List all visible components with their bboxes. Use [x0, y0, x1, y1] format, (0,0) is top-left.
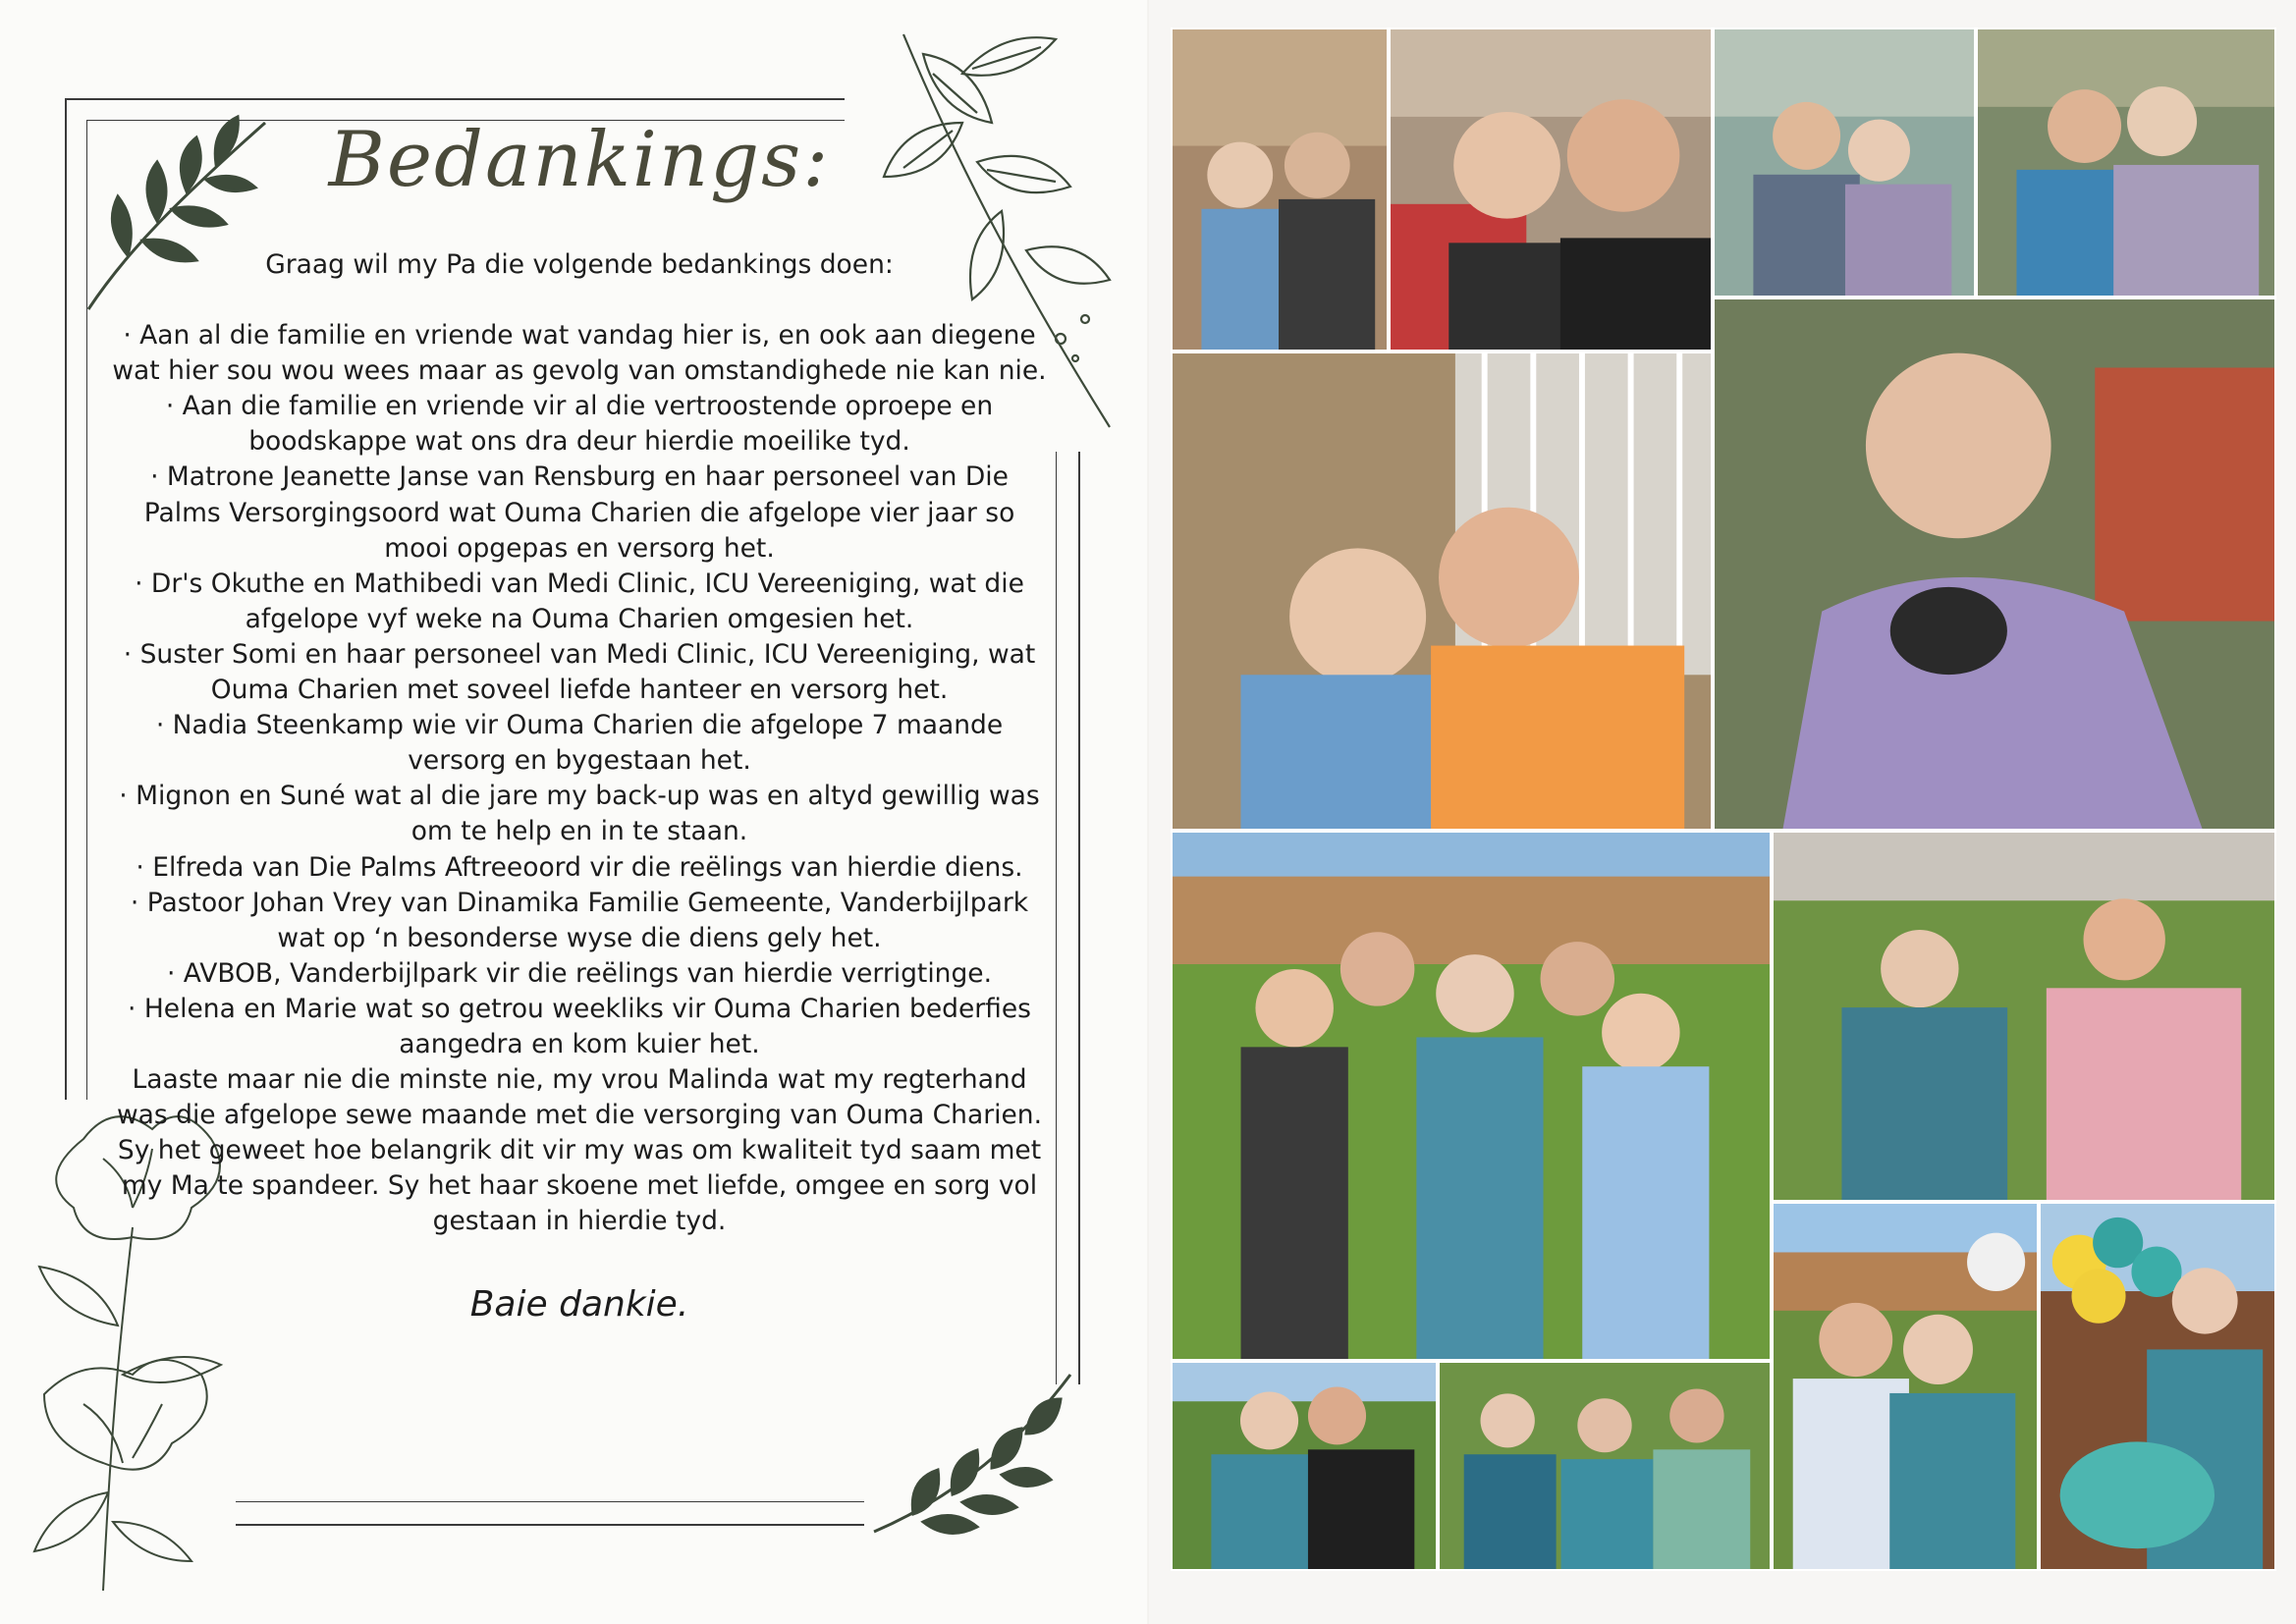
photo-three-women-seated	[1438, 1361, 1772, 1571]
list-item: Sy het geweet hoe belangrik dit vir my was om kwaliteit tyd saam met my Ma te spandeer. Sy het haar skoene met liefde, omgee en sorg vol gestaan in hierdie tyd.	[117, 1135, 1042, 1237]
list-item: · Aan die familie en vriende vir al die vertroostende oproepe en boodskappe wat ons dra deur hierdie moeilike tyd.	[165, 391, 994, 458]
list-item: · Suster Somi en haar personeel van Medi Clinic, ICU Vereeniging, wat Ouma Charien met soveel liefde hanteer en versorg het.	[123, 638, 1036, 706]
list-item: · Matrone Jeanette Janse van Rensburg en haar personeel van Die Palms Versorgingsoord wat Ouma Charien die afgelope vier jaar so mooi opgepas en versorg het.	[143, 461, 1015, 564]
list-item: · Mignon en Suné wat al die jare my back-up was en altyd gewillig was om te help en in te staan.	[119, 781, 1040, 847]
acknowledgements-text	[108, 247, 1051, 1362]
photo-son-hugging-mother	[1976, 27, 2276, 298]
leaf-branch-bottom-right-icon	[864, 1355, 1090, 1551]
photo-collage	[1149, 0, 2296, 1624]
list-item: · Elfreda van Die Palms Aftreeoord vir die reëlings van hierdie diens.	[136, 851, 1023, 883]
page-title: Bedankings:	[328, 116, 831, 204]
list-item: · Nadia Steenkamp wie vir Ouma Charien die afgelope 7 maande versorg en bygestaan het.	[155, 710, 1004, 777]
list-item: Laaste maar nie die minste nie, my vrou Malinda wat my regterhand was die afgelope sewe maande met die versorging van Ouma Charien.	[116, 1064, 1042, 1131]
photo-family-group-garden	[1171, 831, 1772, 1361]
closing-line: Baie dankie.	[469, 1283, 689, 1325]
photo-couple-party-glasses	[1171, 27, 1389, 352]
photo-son-and-mother-balloons	[1772, 1202, 2039, 1571]
photo-mother-holding-cat	[1713, 298, 2276, 831]
list-item: · Aan al die familie en vriende wat vandag hier is, en ook aan diegene wat hier sou wou wees maar as gevolg van omstandighede nie kan nie.	[112, 320, 1047, 387]
intro-line: Graag wil my Pa die volgende bedankings doen:	[265, 249, 894, 280]
photo-mother-with-friend	[1171, 1361, 1438, 1571]
photo-new-year-mother-and-daughter	[1171, 352, 1713, 831]
photo-mother-and-son-sitting	[1713, 27, 1976, 298]
photo-mother-with-birthday-cake	[2039, 1202, 2276, 1571]
photo-mother-and-son-selfie	[1389, 27, 1713, 352]
list-item: · Helena en Marie wat so getrou weekliks vir Ouma Charien bederfies aangedra en kom kuier het.	[128, 993, 1031, 1059]
list-item: · Pastoor Johan Vrey van Dinamika Familie Gemeente, Vanderbijlpark wat op ‘n besonderse wyse die diens gely het.	[130, 887, 1029, 953]
list-item: · AVBOB, Vanderbijlpark vir die reëlings van hierdie verrigtinge.	[166, 957, 993, 989]
list-item: · Dr's Okuthe en Mathibedi van Medi Clinic, ICU Vereeniging, wat die afgelope vyf weke na Ouma Charien omgesien het.	[135, 568, 1024, 634]
photo-mother-and-daughter-outdoors	[1772, 831, 2276, 1202]
